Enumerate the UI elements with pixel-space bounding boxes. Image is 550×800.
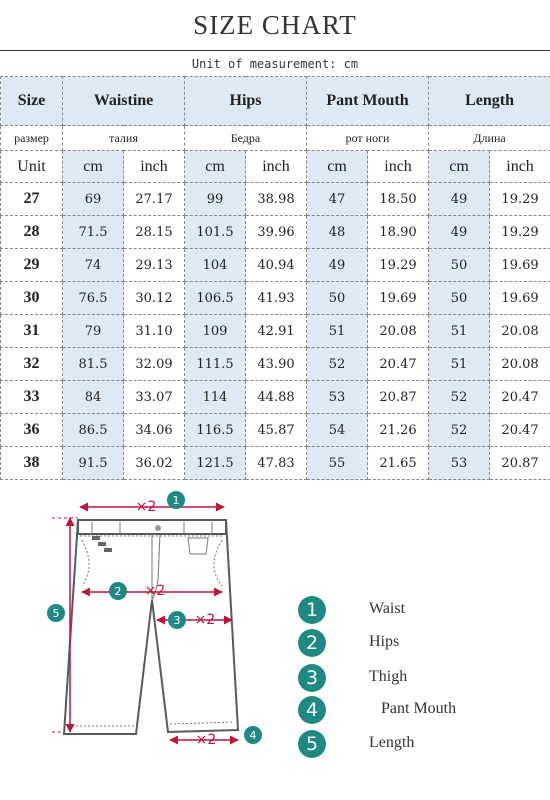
unit-inch: inch xyxy=(490,151,550,183)
cm-cell: 51 xyxy=(429,348,490,381)
cm-cell: 71.5 xyxy=(63,216,124,249)
cm-cell: 50 xyxy=(429,282,490,315)
legend-item-hips xyxy=(298,629,538,659)
cm-cell: 53 xyxy=(429,447,490,480)
legend-label: Thigh xyxy=(369,668,407,686)
legend xyxy=(298,596,538,766)
inch-cell: 30.12 xyxy=(124,282,185,315)
marker-2-mult: ×2 xyxy=(145,583,166,599)
cm-cell: 86.5 xyxy=(63,414,124,447)
marker-4-number: 4 xyxy=(250,729,257,742)
header-size: Size xyxy=(1,77,63,126)
size-cell: 28 xyxy=(1,216,63,249)
size-cell: 29 xyxy=(1,249,63,282)
legend-item-waist xyxy=(298,596,538,626)
cm-cell: 52 xyxy=(307,348,368,381)
header-hips: Hips xyxy=(185,77,307,126)
inch-cell: 41.93 xyxy=(246,282,307,315)
cm-cell: 84 xyxy=(63,381,124,414)
table-row xyxy=(1,282,550,315)
unit-cm: cm xyxy=(307,151,368,183)
marker-1-number: 1 xyxy=(173,494,180,507)
inch-cell: 19.29 xyxy=(490,183,550,216)
inch-cell: 45.87 xyxy=(246,414,307,447)
marker-1 xyxy=(136,491,185,515)
inch-cell: 20.47 xyxy=(368,348,429,381)
header-row-en xyxy=(1,77,550,126)
unit-label: Unit xyxy=(1,151,63,183)
cm-cell: 49 xyxy=(429,216,490,249)
button-icon xyxy=(155,525,161,531)
cm-cell: 69 xyxy=(63,183,124,216)
inch-cell: 18.50 xyxy=(368,183,429,216)
cm-cell: 114 xyxy=(185,381,246,414)
cm-cell: 101.5 xyxy=(185,216,246,249)
table-row xyxy=(1,315,550,348)
table-row xyxy=(1,381,550,414)
unit-cm: cm xyxy=(429,151,490,183)
table-row xyxy=(1,447,550,480)
inch-cell: 20.47 xyxy=(490,381,550,414)
cm-cell: 106.5 xyxy=(185,282,246,315)
inch-cell: 38.98 xyxy=(246,183,307,216)
unit-cm: cm xyxy=(185,151,246,183)
legend-badge: 3 xyxy=(298,664,326,692)
cm-cell: 121.5 xyxy=(185,447,246,480)
inch-cell: 19.69 xyxy=(490,249,550,282)
inch-cell: 39.96 xyxy=(246,216,307,249)
inch-cell: 44.88 xyxy=(246,381,307,414)
header-length: Length xyxy=(429,77,550,126)
cm-cell: 79 xyxy=(63,315,124,348)
marker-5 xyxy=(47,604,65,622)
inch-cell: 31.10 xyxy=(124,315,185,348)
inch-cell: 34.06 xyxy=(124,414,185,447)
cm-cell: 91.5 xyxy=(63,447,124,480)
size-cell: 32 xyxy=(1,348,63,381)
inch-cell: 20.47 xyxy=(490,414,550,447)
legend-badge: 5 xyxy=(298,730,326,758)
marker-5-number: 5 xyxy=(53,607,60,620)
table-row xyxy=(1,414,550,447)
size-cell: 31 xyxy=(1,315,63,348)
header-pant-mouth: Pant Mouth xyxy=(307,77,429,126)
header-ru-hips: Бедра xyxy=(185,126,307,151)
marker-3-mult: ×2 xyxy=(195,612,216,628)
inch-cell: 19.29 xyxy=(490,216,550,249)
inch-cell: 20.08 xyxy=(368,315,429,348)
inch-cell: 29.13 xyxy=(124,249,185,282)
cm-cell: 55 xyxy=(307,447,368,480)
cm-cell: 50 xyxy=(429,249,490,282)
header-row-ru xyxy=(1,126,550,151)
marker-4-mult: ×2 xyxy=(196,732,217,748)
cm-cell: 52 xyxy=(429,381,490,414)
cm-cell: 99 xyxy=(185,183,246,216)
inch-cell: 20.08 xyxy=(490,315,550,348)
cm-cell: 49 xyxy=(307,249,368,282)
legend-label: Hips xyxy=(369,633,399,651)
inch-cell: 19.29 xyxy=(368,249,429,282)
inch-cell: 19.69 xyxy=(368,282,429,315)
table-row xyxy=(1,249,550,282)
header-ru-waist: талия xyxy=(63,126,185,151)
inch-cell: 28.15 xyxy=(124,216,185,249)
inch-cell: 47.83 xyxy=(246,447,307,480)
cm-cell: 104 xyxy=(185,249,246,282)
title-divider xyxy=(0,50,550,51)
cm-cell: 111.5 xyxy=(185,348,246,381)
legend-label: Waist xyxy=(369,600,405,618)
unit-inch: inch xyxy=(124,151,185,183)
size-cell: 27 xyxy=(1,183,63,216)
cm-cell: 54 xyxy=(307,414,368,447)
marker-2-number: 2 xyxy=(115,585,122,598)
unit-inch: inch xyxy=(246,151,307,183)
inch-cell: 32.09 xyxy=(124,348,185,381)
inch-cell: 27.17 xyxy=(124,183,185,216)
table-row xyxy=(1,216,550,249)
cm-cell: 47 xyxy=(307,183,368,216)
legend-badge: 4 xyxy=(298,696,326,724)
cm-cell: 51 xyxy=(429,315,490,348)
inch-cell: 42.91 xyxy=(246,315,307,348)
inch-cell: 21.65 xyxy=(368,447,429,480)
legend-label: Length xyxy=(369,734,414,752)
marker-3-number: 3 xyxy=(174,614,181,627)
legend-item-thigh xyxy=(298,664,538,694)
unit-note: Unit of measurement: cm xyxy=(0,57,550,71)
cm-cell: 74 xyxy=(63,249,124,282)
unit-cm: cm xyxy=(63,151,124,183)
cm-cell: 48 xyxy=(307,216,368,249)
header-ru-pant-mouth: рот ноги xyxy=(307,126,429,151)
cm-cell: 109 xyxy=(185,315,246,348)
cm-cell: 52 xyxy=(429,414,490,447)
cm-cell: 50 xyxy=(307,282,368,315)
cm-cell: 81.5 xyxy=(63,348,124,381)
size-cell: 36 xyxy=(1,414,63,447)
size-cell: 30 xyxy=(1,282,63,315)
inch-cell: 20.87 xyxy=(368,381,429,414)
legend-label: Pant Mouth xyxy=(381,700,456,718)
inch-cell: 33.07 xyxy=(124,381,185,414)
header-ru-length: Длина xyxy=(429,126,550,151)
cm-cell: 53 xyxy=(307,381,368,414)
inch-cell: 18.90 xyxy=(368,216,429,249)
unit-row xyxy=(1,151,550,183)
legend-item-pant-mouth xyxy=(298,696,538,726)
inch-cell: 19.69 xyxy=(490,282,550,315)
page-title: SIZE CHART xyxy=(0,10,550,41)
table-row xyxy=(1,348,550,381)
unit-inch: inch xyxy=(368,151,429,183)
table-row xyxy=(1,183,550,216)
legend-badge: 1 xyxy=(298,596,326,624)
legend-item-length xyxy=(298,730,538,760)
legend-badge: 2 xyxy=(298,629,326,657)
marker-1-mult: ×2 xyxy=(136,499,157,515)
cm-cell: 76.5 xyxy=(63,282,124,315)
inch-cell: 20.87 xyxy=(490,447,550,480)
cm-cell: 51 xyxy=(307,315,368,348)
inch-cell: 43.90 xyxy=(246,348,307,381)
inch-cell: 20.08 xyxy=(490,348,550,381)
inch-cell: 40.94 xyxy=(246,249,307,282)
header-ru-size: размер xyxy=(1,126,63,151)
cm-cell: 49 xyxy=(429,183,490,216)
inch-cell: 36.02 xyxy=(124,447,185,480)
header-waist: Waistine xyxy=(63,77,185,126)
inch-cell: 21.26 xyxy=(368,414,429,447)
size-cell: 38 xyxy=(1,447,63,480)
size-chart-table xyxy=(0,76,550,480)
size-cell: 33 xyxy=(1,381,63,414)
cm-cell: 116.5 xyxy=(185,414,246,447)
